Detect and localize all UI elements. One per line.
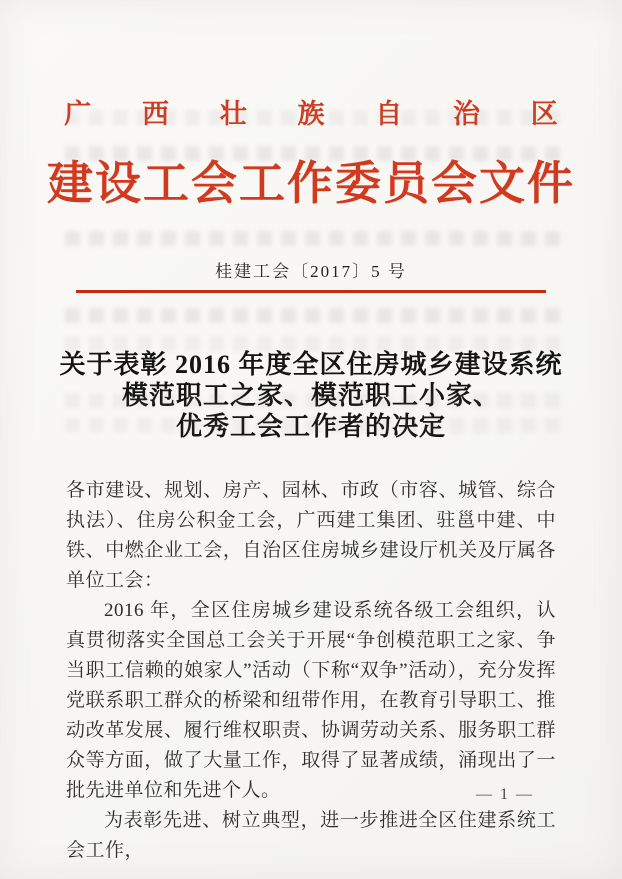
body-paragraph: 为表彰先进、树立典型，进一步推进全区住建系统工会工作，	[66, 810, 556, 861]
page-number: — 1 —	[476, 786, 534, 803]
document-body	[66, 476, 556, 866]
bleed-through-ghost	[62, 231, 560, 246]
body-paragraph-addressees: 各市建设、规划、房产、园林、市政（市容、城管、综合执法）、住房公积金工会，广西建工集团、驻邕中建、中铁、中燃企业工会，自治区住房城乡建设厅机关及厅属各单位工会：	[66, 480, 556, 591]
header-org-line: 建设工会工作委员会文件	[47, 158, 575, 209]
document-title	[40, 349, 582, 442]
document-title-line: 模范职工之家、模范职工小家、	[121, 381, 500, 410]
doc-number: 桂建工会〔2017〕5 号	[215, 262, 407, 281]
header-region-line: 广 西 壮 族 自 治 区	[64, 99, 580, 129]
red-divider-rule	[76, 290, 546, 293]
bleed-through-ghost	[62, 308, 560, 323]
document-title-line: 优秀工会工作者的决定	[175, 412, 446, 441]
body-paragraph: 2016 年，全区住房城乡建设系统各级工会组织，认真贯彻落实全国总工会关于开展“争创模范职工之家、争当职工信赖的娘家人”活动（下称“双争”活动），充分发挥党联系职工群众的桥梁和纽带作用，在教育引导职工、推动改革发展、履行维权职责、协调劳动关系、服务职工群众等方面，做了大量工作，取得了显著成绩，涌现出了一批先进单位和先进个人。	[66, 600, 556, 801]
document-title-line: 关于表彰 2016 年度全区住房城乡建设系统	[59, 350, 563, 379]
